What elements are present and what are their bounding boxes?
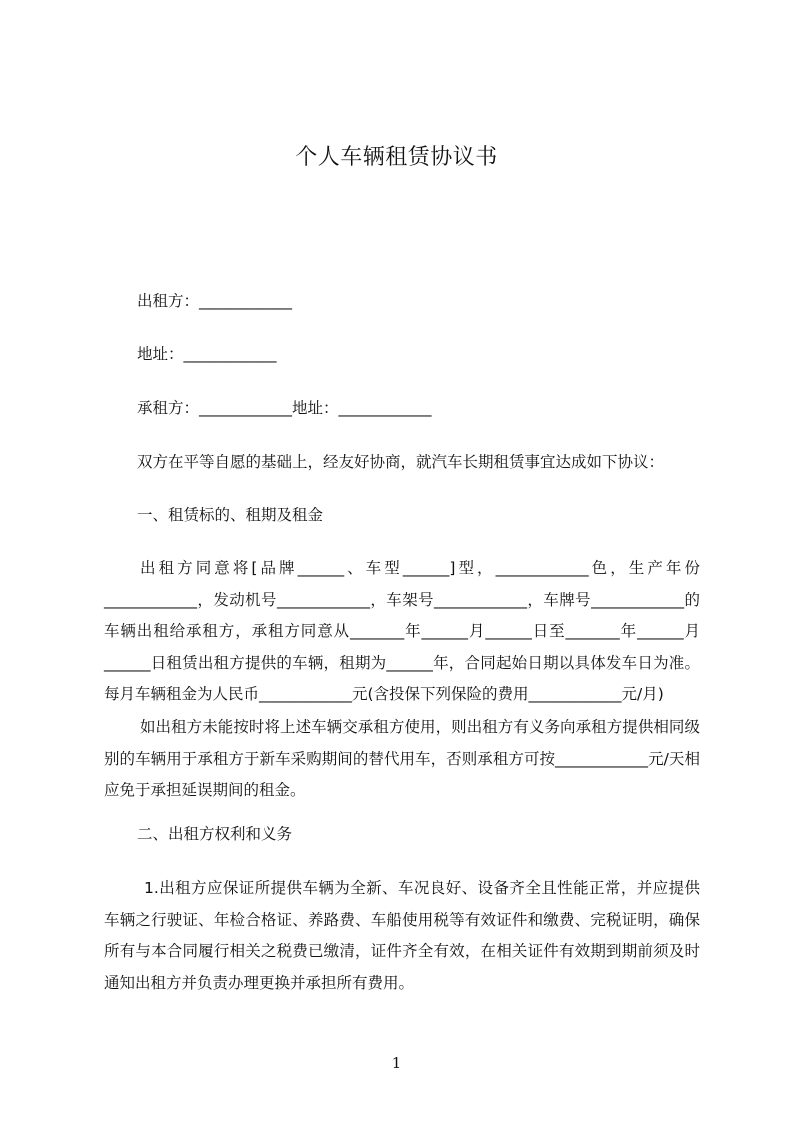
intro-paragraph: 双方在平等自愿的基础上，经友好协商，就汽车长期租赁事宜达成如下协议： bbox=[137, 453, 665, 471]
document-title: 个人车辆租赁协议书 bbox=[295, 145, 498, 170]
lessor-line: 出租方：____________ bbox=[137, 292, 293, 310]
section-heading-2: 二、出租方权利和义务 bbox=[137, 825, 293, 843]
section1-paragraph-1: 出租方同意将[品牌______、车型______]型，____________色，生产年份____________，发动机号____________，车架号____________，车牌号____________的车辆出租给承租方，承租方同意从_______年______月______日至_______年______月______日租赁出租方提供的车辆，租期为______年，合同起始日期以具体发车日为准。每月车辆租金为人民币____________元(含投保下列保险的费用____________元/月) bbox=[104, 559, 700, 703]
lessee-line: 承租方：____________地址：____________ bbox=[137, 399, 432, 417]
section1-paragraph-2: 如出租方未能按时将上述车辆交承租方使用，则出租方有义务向承租方提供相同级别的车辆用于承租方于新车采购期间的替代用车，否则承租方可按____________元/天相应免于承担延误期间的租金。 bbox=[104, 718, 700, 799]
page-number: 1 bbox=[391, 1054, 402, 1072]
section-heading-1: 一、租赁标的、租期及租金 bbox=[137, 506, 324, 524]
address-line: 地址：____________ bbox=[137, 345, 277, 363]
section2-item-1: 1.出租方应保证所提供车辆为全新、车况良好、设备齐全且性能正常，并应提供车辆之行驶证、年检合格证、养路费、车船使用税等有效证件和缴费、完税证明，确保所有与本合同履行相关之税费已缴清，证件齐全有效，在相关证件有效期到期前须及时通知出租方并负责办理更换并承担所有费用。 bbox=[104, 879, 700, 992]
